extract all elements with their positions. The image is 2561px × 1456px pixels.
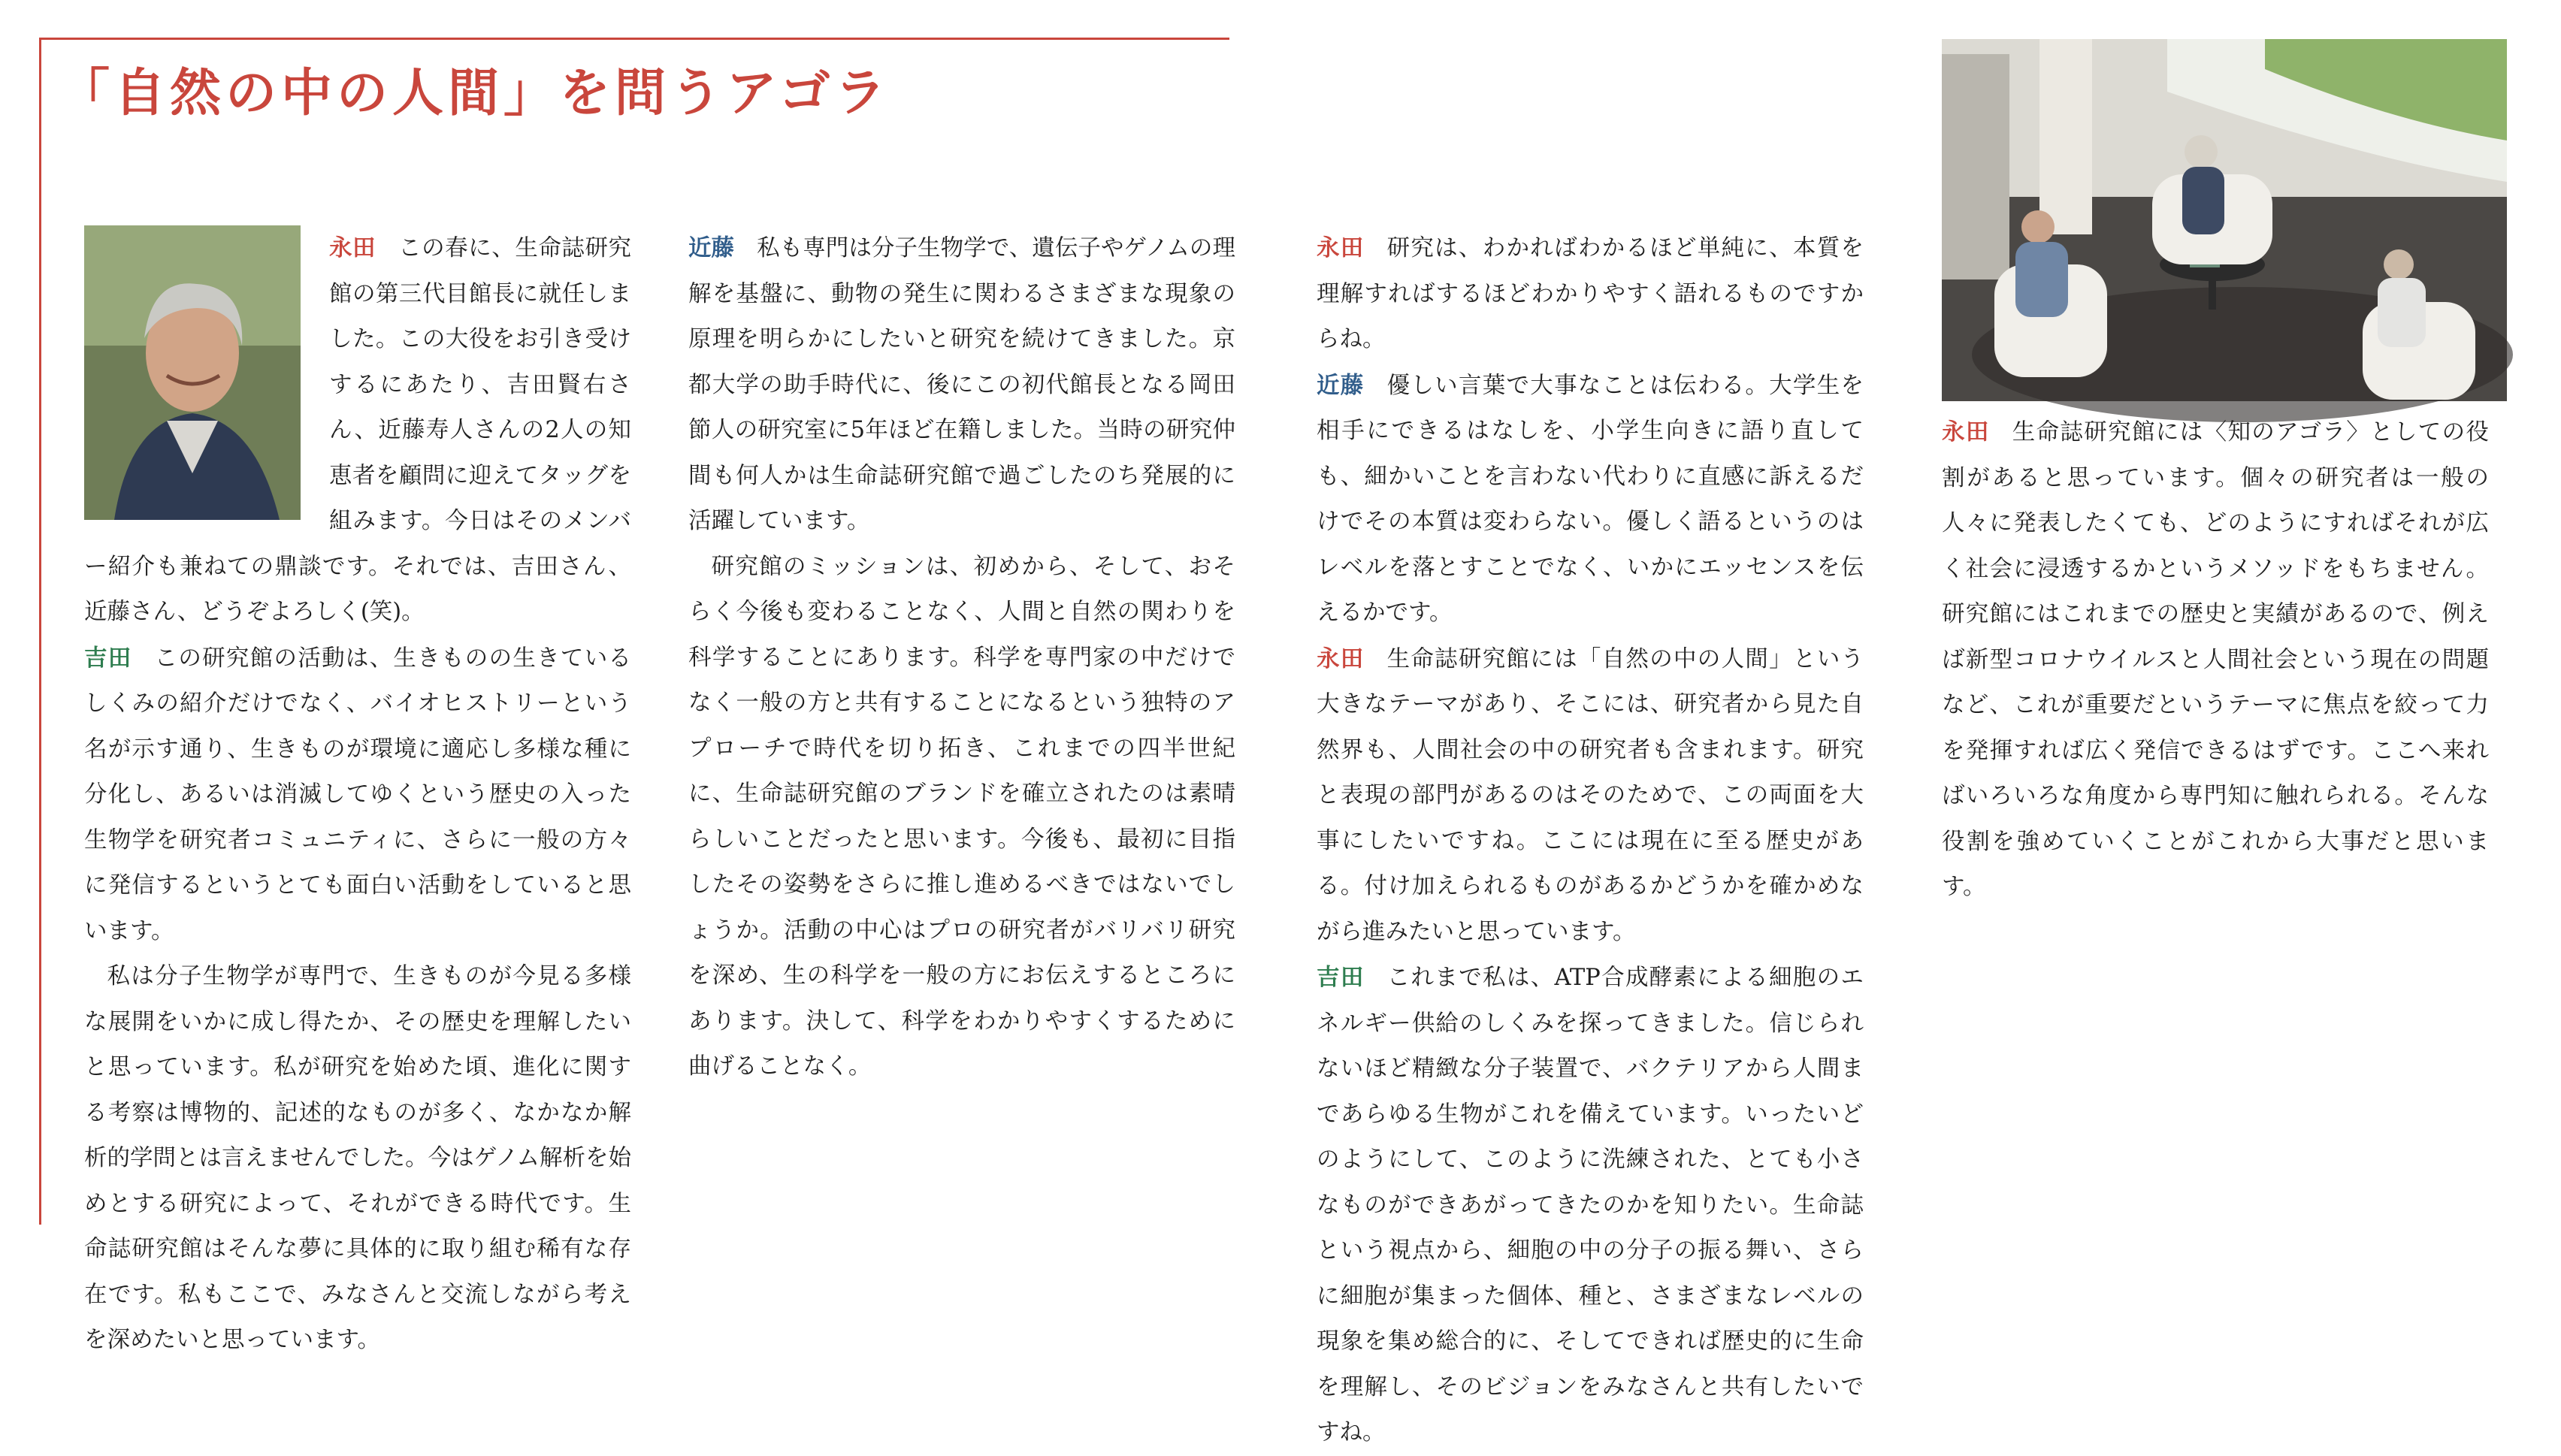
portrait-illustration bbox=[84, 225, 301, 520]
paragraph-5: 研究館のミッションは、初めから、そして、おそらく今後も変わることなく、人間と自然の関わりを科学することにあります。科学を専門家の中だけでなく一般の方と共有することになるという独特のアプローチで時代を切り拓き、これまでの四半世紀に、生命誌研究館のブランドを確立されたのは素晴らしいことだったと思います。今後も、最初に目指したその姿勢をさらに推し進めるべきではないでしょうか。活動の中心はプロの研究者がバリバリ研究を深め、生の科学を一般の方にお伝えするところにあります。決して、科学をわかりやすくするために曲げることなく。 bbox=[688, 553, 1235, 1080]
paragraph-2: この研究館の活動は、生きものの生きているしくみの紹介だけでなく、バイオヒストリーという名が示す通り、生きものが環境に適応し多様な種に分化し、あるいは消滅してゆくという歴史の入った生物学を研究者コミュニティに、さらに一般の方々に発信するというとても面白い活動をしていると思います。 bbox=[84, 645, 632, 944]
paragraph-3: 私は分子生物学が専門で、生きものが今見る多様な展開をいかに成し得たか、その歴史を理解したいと思っています。私が研究を始めた頃、進化に関する考察は博物的、記述的なものが多く、なかなか解析的学問とは言えませんでした。今はゲノム解析を始めとする研究によって、それができる時代です。生命誌研究館はそんな夢に具体的に取り組む稀有な存在です。私もここで、みなさんと交流しながら考えを深めたいと思っています。 bbox=[84, 963, 631, 1353]
frame-left-rule bbox=[39, 38, 41, 1225]
speaker-label-yoshida: 吉田 bbox=[1317, 964, 1365, 991]
paragraph-10: 生命誌研究館には〈知のアゴラ〉としての役割があると思っています。個々の研究者は一般の人々に発表したくても、どのようにすればそれが広く社会に浸透するかというメソッドをもちません。研究館にはこれまでの歴史と実績があるので、例えば新型コロナウイルスと人間社会という現在の問題など、これが重要だというテーマに焦点を絞って力を発揮すれば広く発信できるはずです。ここへ来ればいろいろな角度から専門知に触れられる。そんな役割を強めていくことがこれから大事だと思います。 bbox=[1942, 419, 2489, 900]
article-column-2 bbox=[688, 225, 1235, 1232]
speaker-label-nagata: 永田 bbox=[1317, 234, 1365, 261]
paragraph-7: 優しい言葉で大事なことは伝わる。大学生を相手にできるはなしを、小学生向きに語り直しても、細かいことを言わない代わりに直感に訴えるだけでその本質は変わらない。優しく語るというのはレベルを落とすことでなく、いかにエッセンスを伝えるかです。 bbox=[1317, 372, 1864, 626]
paragraph-9: これまで私は、ATP合成酵素による細胞のエネルギー供給のしくみを探ってきました。信じられないほど精緻な分子装置で、バクテリアから人間まであらゆる生物がこれを備えています。いったいどのようにして、このように洗練された、とても小さなものができあがってきたのかを知りたい。生命誌という視点から、細胞の中の分子の振る舞い、さらに細胞が集まった個体、種と、さまざまなレベルの現象を集め総合的に、そしてできれば歴史的に生命を理解し、そのビジョンをみなさんと共有したいですね。 bbox=[1317, 965, 1864, 1445]
speaker-label-kondo: 近藤 bbox=[1317, 371, 1365, 399]
speaker-label-nagata: 永田 bbox=[1317, 645, 1365, 672]
frame-top-rule bbox=[39, 38, 1229, 40]
speaker-label-nagata: 永田 bbox=[329, 234, 376, 261]
paragraph-4: 私も専門は分子生物学で、遺伝子やゲノムの理解を基盤に、動物の発生に関わるさまざまな現象の原理を明らかにしたいと研究を続けてきました。京都大学の助手時代に、後にこの初代館長となる岡田節人の研究室に5年ほど在籍しました。当時の研究仲間も何人かは生命誌研究館で過ごしたのち発展的に活躍しています。 bbox=[688, 235, 1235, 534]
speaker-label-yoshida: 吉田 bbox=[84, 644, 132, 672]
paragraph-1: この春に、生命誌研究館の第三代目館長に就任しました。この大役をお引き受けするにあたり、吉田賢右さん、近藤寿人さんの2人の知恵者を顧問に迎えてタッグを組みます。今日はそのメンバー紹介も兼ねての鼎談です。それでは、吉田さん、近藤さん、どうぞよろしく(笑)。 bbox=[84, 235, 632, 625]
article-column-4 bbox=[1942, 409, 2489, 1236]
article-column-3 bbox=[1317, 225, 1864, 1445]
speaker-label-kondo: 近藤 bbox=[688, 234, 735, 261]
article-column-1 bbox=[84, 225, 632, 1353]
article-title: 「自然の中の人間」を問うアゴラ bbox=[59, 64, 890, 123]
meeting-photo bbox=[1942, 39, 2507, 401]
speaker-label-nagata: 永田 bbox=[1942, 418, 1990, 446]
portrait-photo bbox=[84, 225, 301, 520]
paragraph-6: 研究は、わかればわかるほど単純に、本質を理解すればするほどわかりやすく語れるものですからね。 bbox=[1317, 235, 1864, 352]
meeting-photo-illustration bbox=[1942, 39, 2507, 401]
paragraph-8: 生命誌研究館には「自然の中の人間」という大きなテーマがあり、そこには、研究者から見た自然界も、人間社会の中の研究者も含まれます。研究と表現の部門があるのはそのためで、この両面を大事にしたいですね。ここには現在に至る歴史がある。付け加えられるものがあるかどうかを確かめながら進みたいと思っています。 bbox=[1317, 645, 1864, 945]
